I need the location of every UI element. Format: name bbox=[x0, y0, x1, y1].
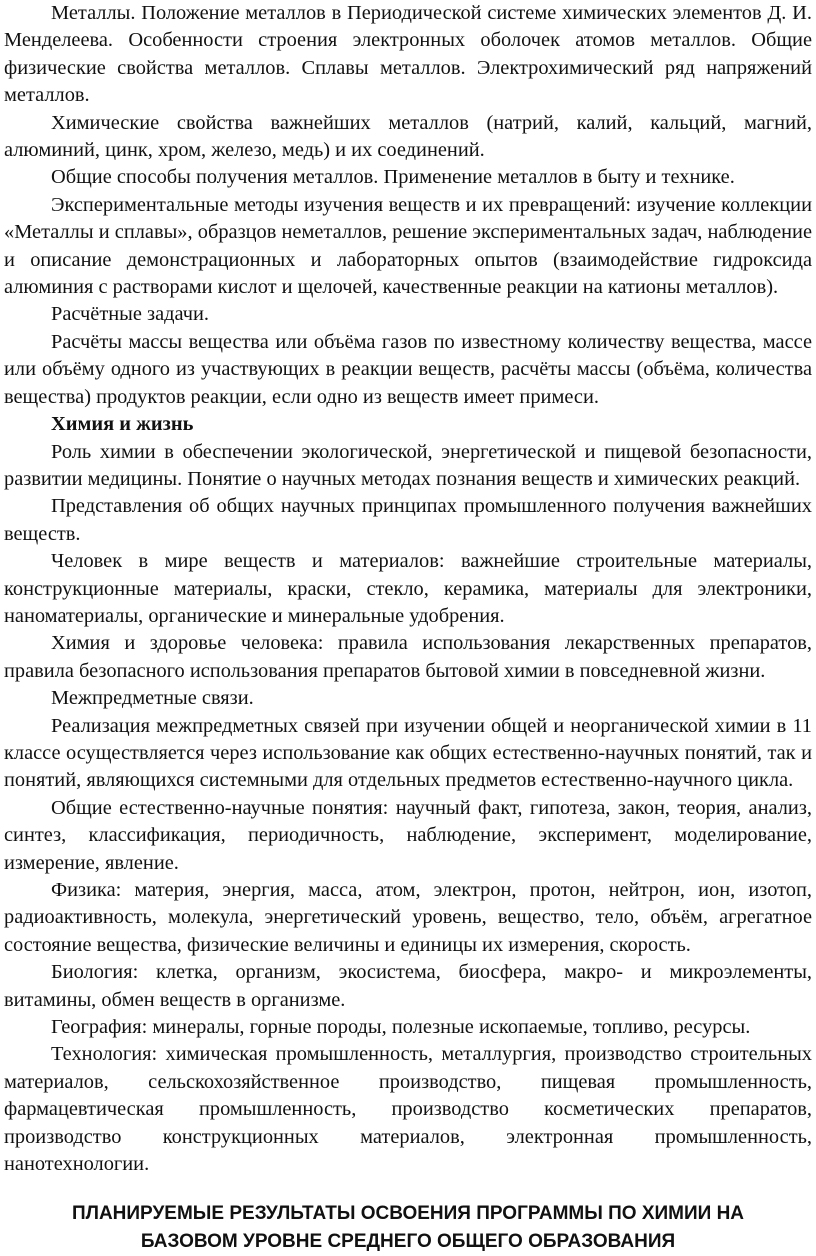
paragraph: Реализация межпредметных связей при изучении общей и неорганической химии в 11 классе осуществляется через использование как общих естественно-научных понятий, так и понятий, являющихся системными для отдельных предметов естественно-научного цикла. bbox=[4, 714, 812, 792]
paragraph: Расчёты массы вещества или объёма газов по известному количеству вещества, массе или объёму одного из участвующих в реакции веществ, расчёты массы (объёма, количества вещества) продуктов реакции, если одно из веществ имеет примеси. bbox=[4, 330, 812, 408]
paragraph: Экспериментальные методы изучения веществ и их превращений: изучение коллекции «Металлы и сплавы», образцов неметаллов, решение экспериментальных задач, наблюдение и описание демонстрационных и лабораторных опытов (взаимодействие гидроксида алюминия с растворами кислот и щелочей, качественные реакции на катионы металлов). bbox=[4, 193, 812, 299]
section-heading: Химия и жизнь bbox=[51, 413, 194, 436]
paragraph: Химические свойства важнейших металлов (натрий, калий, кальций, магний, алюминий, цинк, хром, железо, медь) и их соединений. bbox=[4, 111, 812, 162]
paragraph: Химия и здоровье человека: правила использования лекарственных препаратов, правила безопасного использования препаратов бытовой химии в повседневной жизни. bbox=[4, 632, 812, 682]
paragraph: Физика: материя, энергия, масса, атом, электрон, протон, нейтрон, ион, изотоп, радиоактивность, молекула, энергетический уровень, вещество, тело, объём, агрегатное состояние вещества, физические величины и единицы их измерения, скорость. bbox=[4, 879, 812, 956]
paragraph: Расчётные задачи. bbox=[51, 303, 209, 326]
paragraph: Общие способы получения металлов. Применение металлов в быту и технике. bbox=[51, 166, 735, 189]
paragraph: Межпредметные связи. bbox=[51, 687, 254, 710]
document-body bbox=[4, 0, 812, 1178]
paragraph: Представления об общих научных принципах промышленного получения важнейших веществ. bbox=[4, 495, 812, 545]
paragraph: Биология: клетка, организм, экосистема, биосфера, макро- и микроэлементы, витамины, обмен веществ в организме. bbox=[4, 961, 812, 1011]
paragraph: Роль химии в обеспечении экологической, энергетической и пищевой безопасности, развитии медицины. Понятие о научных методах познания веществ и химических реакций. bbox=[4, 440, 812, 490]
section-title-line-2: БАЗОВОМ УРОВНЕ СРЕДНЕГО ОБЩЕГО ОБРАЗОВАНИЯ bbox=[140, 1231, 676, 1253]
paragraph: Металлы. Положение металлов в Периодической системе химических элементов Д. И. Менделеева. Особенности строения электронных оболочек атомов металлов. Общие физические свойства металлов. Сплавы металлов. Электрохимический ряд напряжений металлов. bbox=[4, 2, 812, 107]
section-title bbox=[4, 1200, 812, 1256]
section-title-line-1: ПЛАНИРУЕМЫЕ РЕЗУЛЬТАТЫ ОСВОЕНИЯ ПРОГРАММЫ ПО ХИМИИ НА bbox=[71, 1203, 745, 1225]
paragraph: Общие естественно-научные понятия: научный факт, гипотеза, закон, теория, анализ, синтез, классификация, периодичность, наблюдение, эксперимент, моделирование, измерение, явление. bbox=[4, 796, 812, 874]
paragraph: Человек в мире веществ и материалов: важнейшие строительные материалы, конструкционные материалы, краски, стекло, керамика, материалы для электроники, наноматериалы, органические и минеральные удобрения. bbox=[4, 550, 812, 627]
paragraph: География: минералы, горные породы, полезные ископаемые, топливо, ресурсы. bbox=[51, 1016, 751, 1039]
paragraph: Технология: химическая промышленность, металлургия, производство строительных материалов, сельскохозяйственное производство, пищевая промышленность, фармацевтическая промышленность, производство косметических препаратов, производство конструкционных материалов, электронная промышленность, нанотехнологии. bbox=[4, 1043, 812, 1176]
